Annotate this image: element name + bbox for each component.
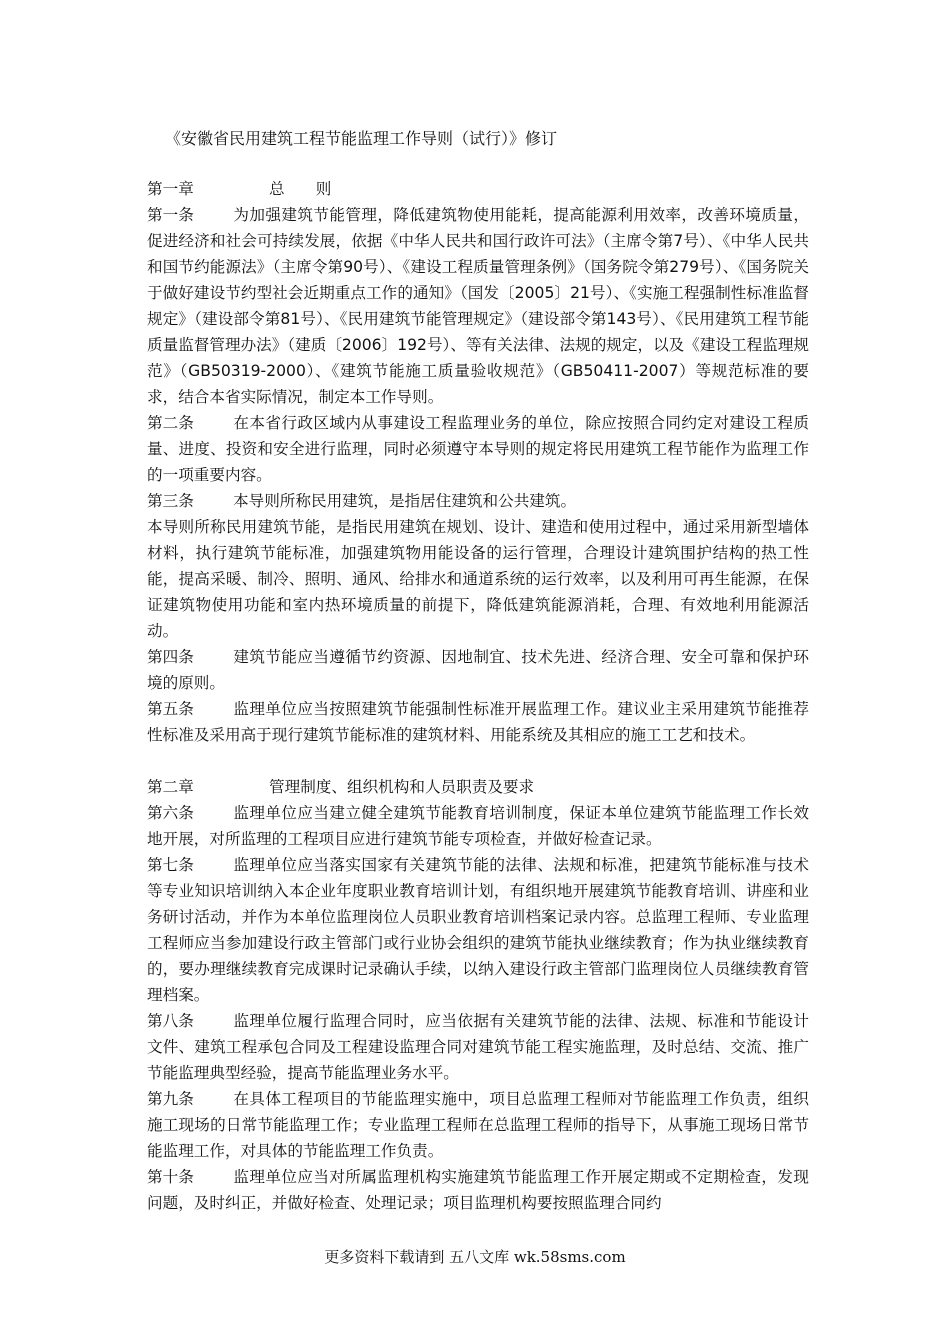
article-text: 监理单位应当落实国家有关建筑节能的法律、法规和标准，把建筑节能标准与技术等专业知识培训纳入本企业年度职业教育培训计划，有组织地开展建筑节能教育培训、讲座和业务研讨活动，并作为本单位监理岗位人员职业教育培训档案记录内容。总监理工程师、专业监理工程师应当参加建设行政主管部门或行业协会组织的建筑节能执业继续教育；作为执业继续教育的，要办理继续教育完成课时记录确认手续，以纳入建设行政主管部门监理岗位人员继续教育管理档案。 <box>147 856 809 1004</box>
article-10 <box>147 1164 809 1216</box>
article-text: 监理单位履行监理合同时，应当依据有关建筑节能的法律、法规、标准和节能设计文件、建筑工程承包合同及工程建设监理合同对建筑节能工程实施监理，及时总结、交流、推广节能监理典型经验，提高节能监理业务水平。 <box>147 1012 809 1082</box>
article-text: 为加强建筑节能管理，降低建筑物使用能耗，提高能源利用效率，改善环境质量，促进经济和社会可持续发展，依据《中华人民共和国行政许可法》（主席令第7号）、《中华人民共和国节约能源法》（主席令第90号）、《建设工程质量管理条例》（国务院令第279号）、《国务院关于做好建设节约型社会近期重点工作的通知》（国发〔2005〕21号）、《实施工程强制性标准监督规定》（建设部令第81号）、《民用建筑节能管理规定》（建设部令第143号）、《民用建筑工程节能质量监督管理办法》（建质〔2006〕192号）、等有关法律、法规的规定，以及《建设工程监理规范》（GB50319-2000）、《建筑节能施工质量验收规范》（GB50411-2007）等规范标准的要求，结合本省实际情况，制定本工作导则。 <box>147 206 810 406</box>
article-1 <box>147 202 809 410</box>
article-label: 第九条 <box>147 1090 194 1108</box>
article-text: 本导则所称民用建筑，是指居住建筑和公共建筑。 <box>233 492 577 510</box>
article-label: 第二条 <box>147 414 194 432</box>
chapter-label: 第二章 <box>147 778 194 796</box>
article-text: 监理单位应当建立健全建筑节能教育培训制度，保证本单位建筑节能监理工作长效地开展，对所监理的工程项目应进行建筑节能专项检查，并做好检查记录。 <box>147 804 809 848</box>
article-label: 第五条 <box>147 700 194 718</box>
article-3 <box>147 488 809 514</box>
article-text: 监理单位应当对所属监理机构实施建筑节能监理工作开展定期或不定期检查，发现问题，及时纠正，并做好检查、处理记录；项目监理机构要按照监理合同约 <box>147 1168 809 1212</box>
chapter-title: 管理制度、组织机构和人员职责及要求 <box>269 778 535 796</box>
article-text: 建筑节能应当遵循节约资源、因地制宜、技术先进、经济合理、安全可靠和保护环境的原则。 <box>147 648 809 692</box>
article-2 <box>147 410 809 488</box>
article-5 <box>147 696 809 748</box>
document-body <box>147 176 809 1216</box>
article-8 <box>147 1008 809 1086</box>
article-9 <box>147 1086 809 1164</box>
article-label: 第三条 <box>147 492 194 510</box>
article-text: 在本省行政区域内从事建设工程监理业务的单位，除应按照合同约定对建设工程质量、进度、投资和安全进行监理，同时必须遵守本导则的规定将民用建筑工程节能作为监理工作的一项重要内容。 <box>147 414 809 484</box>
article-3-continuation: 本导则所称民用建筑节能，是指民用建筑在规划、设计、建造和使用过程中，通过采用新型墙体材料，执行建筑节能标准，加强建筑物用能设备的运行管理，合理设计建筑围护结构的热工性能，提高采暖、制冷、照明、通风、给排水和通道系统的运行效率，以及利用可再生能源，在保证建筑物使用功能和室内热环境质量的前提下，降低建筑能源消耗，合理、有效地利用能源活动。 <box>147 518 809 640</box>
chapter-title: 总 则 <box>269 180 332 198</box>
document-title: 《安徽省民用建筑工程节能监理工作导则（试行）》修订 <box>165 129 558 148</box>
article-label: 第七条 <box>147 856 194 874</box>
article-6 <box>147 800 809 852</box>
chapter-2-heading <box>147 774 809 800</box>
chapter-1-heading <box>147 176 809 202</box>
article-label: 第六条 <box>147 804 194 822</box>
article-text: 监理单位应当按照建筑节能强制性标准开展监理工作。建议业主采用建筑节能推荐性标准及采用高于现行建筑节能标准的建筑材料、用能系统及其相应的施工工艺和技术。 <box>147 700 809 744</box>
footer-download-link[interactable]: 更多资料下载请到 五八文库 wk.58sms.com <box>324 1248 626 1266</box>
article-7 <box>147 852 809 1008</box>
article-label: 第一条 <box>147 206 194 224</box>
article-text: 在具体工程项目的节能监理实施中，项目总监理工程师对节能监理工作负责，组织施工现场的日常节能监理工作；专业监理工程师在总监理工程师的指导下，从事施工现场日常节能监理工作，对具体的节能监理工作负责。 <box>147 1090 809 1160</box>
chapter-label: 第一章 <box>147 180 194 198</box>
article-4 <box>147 644 809 696</box>
article-label: 第十条 <box>147 1168 194 1186</box>
blank-line <box>147 748 809 774</box>
article-label: 第八条 <box>147 1012 194 1030</box>
article-label: 第四条 <box>147 648 194 666</box>
